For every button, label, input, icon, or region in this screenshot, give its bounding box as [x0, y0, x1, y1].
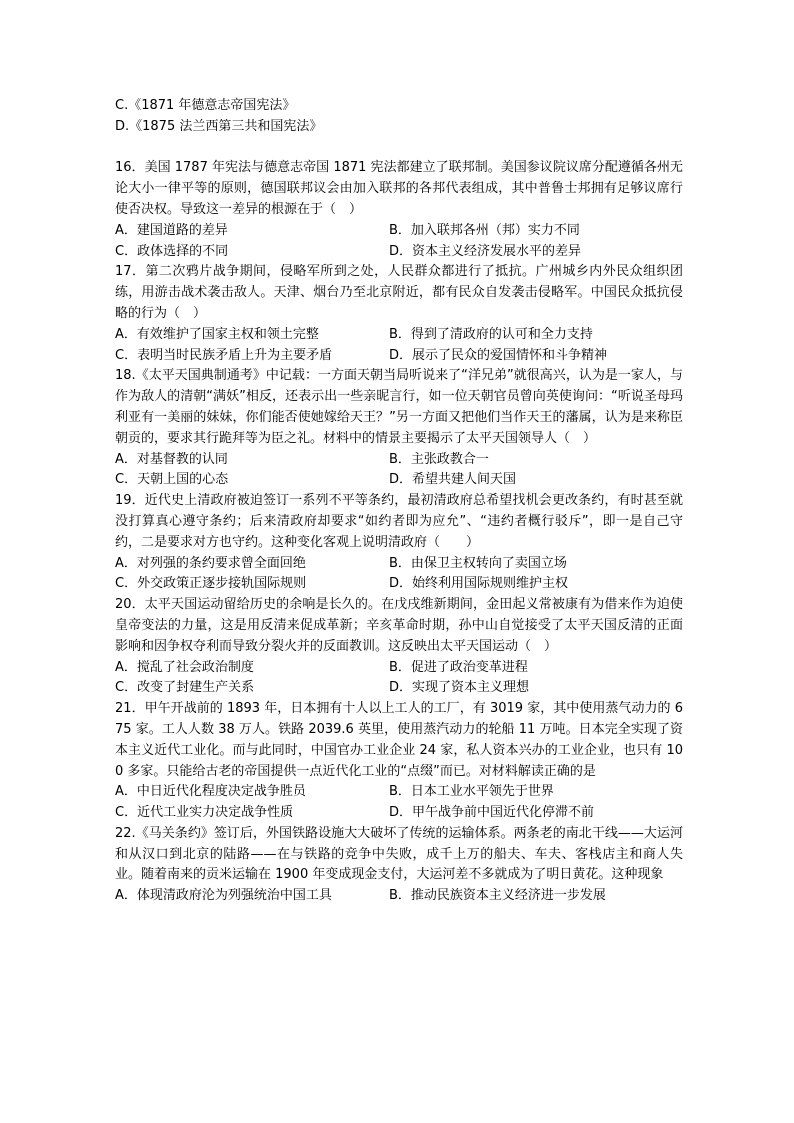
option-row	[115, 242, 683, 263]
option-a: A．建国道路的差异	[115, 222, 228, 238]
option-c: C．改变了封建生产关系	[115, 680, 255, 696]
option-d: D．甲午战争前中国近代化停滞不前	[389, 805, 595, 821]
option-row	[115, 678, 683, 699]
option-row	[115, 782, 683, 803]
option-b: B．促进了政治变革进程	[389, 659, 528, 675]
option-a: A．体现清政府沦为列强统治中国工具	[115, 888, 332, 904]
option-c: C．外交政策正逐步接轨国际规则	[115, 576, 307, 592]
question-18	[115, 366, 683, 491]
option-b: B．推动民族资本主义经济进一步发展	[389, 888, 606, 904]
option-c: C．天朝上国的心态	[115, 472, 229, 488]
spacer	[115, 138, 683, 159]
option-a: A．有效维护了国家主权和领土完整	[115, 326, 319, 342]
prev-option-d: D.《1875 法兰西第三共和国宪法》	[115, 118, 323, 134]
option-row	[115, 554, 683, 575]
question-17	[115, 262, 683, 366]
option-a: A．对列强的条约要求曾全面回绝	[115, 555, 306, 571]
option-b: B．日本工业水平领先于世界	[389, 784, 554, 800]
option-b: B．主张政教合一	[389, 451, 489, 467]
question-19	[115, 491, 683, 595]
option-d: D．展示了民众的爱国情怀和斗争精神	[389, 347, 608, 363]
option-c: C．近代工业实力决定战争性质	[115, 805, 294, 821]
option-row	[115, 470, 683, 491]
question-stem: 18.《太平天国典制通考》中记载：一方面天朝当局听说来了“洋兄弟”就很高兴，认为是一家人，与作为敌人的清朝“满妖”相反，还表示出一些亲昵言行，如一位天朝官员曾向英使询问：“听说圣母玛利亚有一美丽的妹妹，你们能否使她嫁给天王？”另一方面又把他们当作天王的藩属，认为是来称臣朝贡的，要求其行跪拜等为臣之礼。材料中的情景主要揭示了太平天国领导人（ ）	[115, 368, 683, 446]
option-d: D．始终利用国际规则维护主权	[389, 576, 569, 592]
option-b: B．加入联邦各州（邦）实力不同	[389, 222, 580, 238]
option-a: A．对基督教的认同	[115, 451, 228, 467]
question-21	[115, 699, 683, 824]
option-a: A．中日近代化程度决定战争胜员	[115, 784, 306, 800]
question-20	[115, 595, 683, 699]
question-stem: 22.《马关条约》签订后，外国铁路设施大大破坏了传统的运输体系。两条老的南北干线——大运河和从汉口到北京的陆路——在与铁路的竞争中失败，成千上万的船夫、车夫、客栈店主和商人失业。随着南来的贡米运输在 1900 年变成现金支付，大运河差不多就成为了明日黄花。这种现象	[115, 825, 683, 883]
option-row	[115, 450, 683, 471]
question-stem: 19．近代史上清政府被迫签订一系列不平等条约，最初清政府总希望找机会更改条约，有时甚至就没打算真心遵守条约；后来清政府却要求“如约者即为应允”、“违约者概行驳斥”，即一是自己守约，二是要求对方也守约。这种变化客观上说明清政府（ ）	[115, 493, 683, 550]
prev-option-c: C.《1871 年德意志帝国宪法》	[115, 98, 296, 113]
option-b: B．由保卫主权转向了卖国立场	[389, 555, 567, 571]
option-row	[115, 886, 683, 907]
question-stem: 20．太平天国运动留给历史的余响是长久的。在戊戌维新期间，金田起义常被康有为借来作为迫使皇帝变法的力量，这是用反清来促成革新；辛亥革命时期，孙中山自觉接受了太平天国反清的正面影响和因争权夺利而导致分裂火并的反面教训。这反映出太平天国运动（ ）	[115, 597, 683, 654]
question-stem: 17．第二次鸦片战争期间，侵略军所到之处，人民群众都进行了抵抗。广州城乡内外民众组织团练，用游击战术袭击敌人。天津、烟台乃至北京附近，都有民众自发袭击侵略军。中国民众抵抗侵略的行为（ ）	[115, 264, 683, 321]
exam-page	[115, 96, 683, 907]
question-stem: 16．美国 1787 年宪法与德意志帝国 1871 宪法都建立了联邦制。美国参议院议席分配遵循各州无论大小一律平等的原则，德国联邦议会由加入联邦的各邦代表组成，其中普鲁士邦拥有足够议席行使否决权。导致这一差异的根源在于（ ）	[115, 160, 683, 217]
question-stem: 21．甲午开战前的 1893 年，日本拥有十人以上工人的工厂，有 3019 家，其中使用蒸气动力的 675 家。工人人数 38 万人。铁路 2039.6 英里，使用蒸汽动力的轮船 11 万吨。日本完全实现了资本主义近代工业化。而与此同时，中国官办工业企业 24 家，私人资本兴办的工业企业，也只有 100 多家。只能给古老的帝国提供一点近代化工业的“点缀”而已。对材料解读正确的是	[115, 701, 683, 779]
question-22	[115, 824, 683, 907]
option-b: B．得到了清政府的认可和全力支持	[389, 326, 593, 342]
option-row	[115, 658, 683, 679]
option-d: D．资本主义经济发展水平的差异	[389, 243, 582, 259]
option-row	[115, 574, 683, 595]
option-row	[115, 803, 683, 824]
option-c: C．政体选择的不同	[115, 243, 229, 259]
option-row	[115, 221, 683, 242]
option-row	[115, 346, 683, 367]
option-a: A．搅乱了社会政治制度	[115, 659, 254, 675]
option-d: D．希望共建人间天国	[389, 472, 517, 488]
question-16	[115, 158, 683, 262]
option-c: C．表明当时民族矛盾上升为主要矛盾	[115, 347, 333, 363]
option-d: D．实现了资本主义理想	[389, 680, 530, 696]
option-row	[115, 325, 683, 346]
